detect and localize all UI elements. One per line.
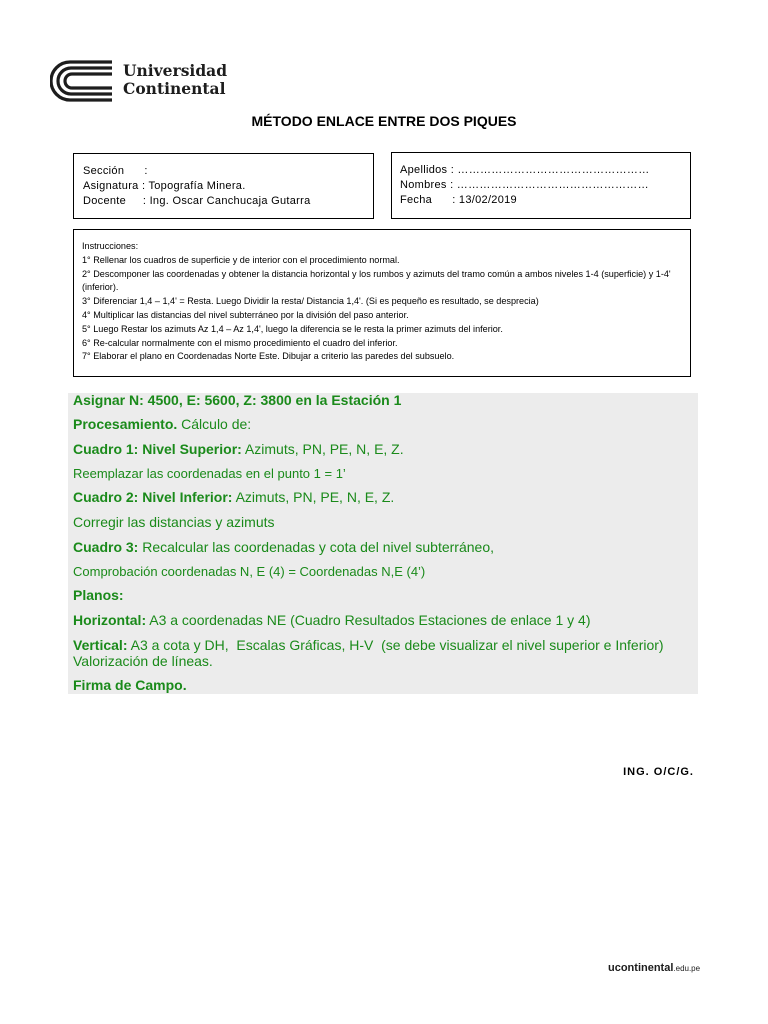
processing-text: Cálculo de: bbox=[177, 416, 252, 432]
instruction-item: 5° Luego Restar los azimuts Az 1,4 – Az 1,4', luego la diferencia se le resta la primer azimuts del inferior. bbox=[82, 323, 503, 334]
assign-line bbox=[73, 392, 401, 408]
cuadro3-text: Recalcular las coordenadas y cota del nivel subterráneo, bbox=[138, 539, 494, 555]
instruction-item: 3° Diferenciar 1,4 – 1,4' = Resta. Luego Dividir la resta/ Distancia 1,4'. (Si es pequeño es resultado, se desprecia) bbox=[82, 296, 539, 307]
logo-line1: Universidad bbox=[123, 61, 228, 80]
assign-text: Asignar N: 4500, E: 5600, Z: 3800 en la Estación 1 bbox=[73, 392, 402, 408]
footer-suffix: .edu.pe bbox=[673, 964, 701, 973]
cuadro1-text: Azimuts, PN, PE, N, E, Z. bbox=[241, 441, 404, 457]
signature-field-line bbox=[73, 677, 187, 693]
info-box-right bbox=[391, 152, 691, 219]
horizontal-label: Horizontal: bbox=[73, 612, 147, 628]
planos-label: Planos: bbox=[73, 587, 124, 603]
horizontal-line bbox=[73, 612, 591, 628]
valuation-line: Valorización de líneas. bbox=[73, 653, 213, 669]
cuadro1-line bbox=[73, 441, 404, 457]
surname-field: Apellidos : …………………………………………… bbox=[400, 164, 650, 176]
instructions-heading: Instrucciones: bbox=[82, 241, 139, 251]
vertical-label: Vertical: bbox=[73, 637, 128, 653]
replace-line: Reemplazar las coordenadas en el punto 1 = 1’ bbox=[73, 466, 346, 481]
cuadro3-line bbox=[73, 539, 494, 555]
university-logo bbox=[50, 58, 230, 104]
cuadro2-line bbox=[73, 489, 394, 505]
vertical-line bbox=[73, 637, 664, 653]
processing-label: Procesamiento. bbox=[73, 416, 178, 432]
cuadro1-label: Cuadro 1: Nivel Superior: bbox=[73, 441, 242, 457]
document-title: MÉTODO ENLACE ENTRE DOS PIQUES bbox=[251, 113, 517, 129]
section-field: Sección : bbox=[83, 165, 148, 177]
instruction-item: 1° Rellenar los cuadros de superficie y de interior con el procedimiento normal. bbox=[82, 254, 400, 265]
processing-line bbox=[73, 416, 251, 432]
cuadro2-text: Azimuts, PN, PE, N, E, Z. bbox=[232, 489, 395, 505]
author-signature: ING. O/C/G. bbox=[623, 766, 694, 778]
correct-line: Corregir las distancias y azimuts bbox=[73, 514, 275, 530]
name-field: Nombres : …………………………………………… bbox=[400, 179, 649, 191]
instructions-box bbox=[73, 229, 691, 377]
check-line: Comprobación coordenadas N, E (4) = Coordenadas N,E (4’) bbox=[73, 564, 426, 579]
logo-line2: Continental bbox=[123, 79, 226, 98]
info-box-left bbox=[73, 153, 374, 219]
cuadro3-label: Cuadro 3: bbox=[73, 539, 139, 555]
instruction-item: 2° Descomponer las coordenadas y obtener la distancia horizontal y los rumbos y azimuts del tramo común a ambos niveles 1-4 (superficie) y 1-4' (inferior). bbox=[82, 268, 671, 293]
instruction-item: 4° Multiplicar las distancias del nivel subterráneo por la división del paso anterior. bbox=[82, 309, 409, 320]
footer-website bbox=[608, 962, 700, 974]
continental-c-icon bbox=[50, 58, 114, 104]
subject-field: Asignatura : Topografía Minera. bbox=[83, 180, 246, 192]
footer-main: ucontinental bbox=[608, 962, 674, 974]
planos-line bbox=[73, 587, 124, 603]
cuadro2-label: Cuadro 2: Nivel Inferior: bbox=[73, 489, 233, 505]
instruction-item: 6° Re-calcular normalmente con el mismo procedimiento el cuadro del inferior. bbox=[82, 337, 398, 348]
signature-field-label: Firma de Campo. bbox=[73, 677, 187, 693]
vertical-text: A3 a cota y DH, Escalas Gráficas, H-V (se debe visualizar el nivel superior e Inferior) bbox=[127, 637, 664, 653]
instruction-item: 7° Elaborar el plano en Coordenadas Norte Este. Dibujar a criterio las paredes del subsuelo. bbox=[82, 351, 455, 362]
horizontal-text: A3 a coordenadas NE (Cuadro Resultados Estaciones de enlace 1 y 4) bbox=[146, 612, 591, 628]
date-field: Fecha : 13/02/2019 bbox=[400, 194, 517, 206]
teacher-field: Docente : Ing. Oscar Canchucaja Gutarra bbox=[83, 195, 311, 207]
